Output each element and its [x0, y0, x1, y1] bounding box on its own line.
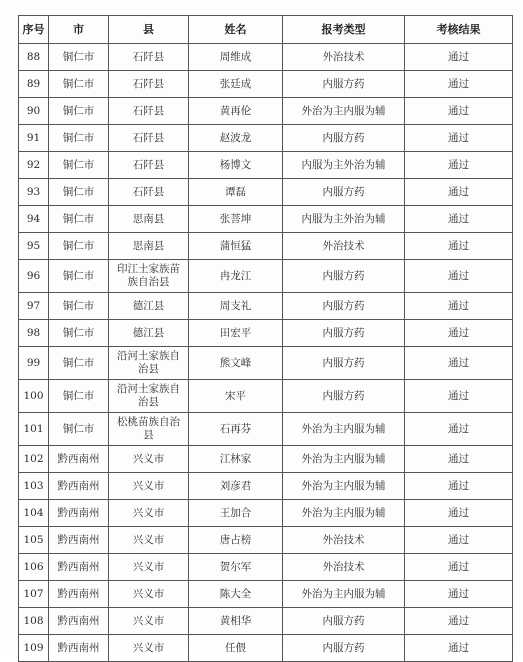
cell-result: 通过 — [405, 581, 513, 608]
cell-name: 唐占榜 — [189, 527, 283, 554]
cell-result: 通过 — [405, 44, 513, 71]
cell-county: 兴义市 — [109, 635, 189, 662]
cell-result: 通过 — [405, 71, 513, 98]
cell-county: 石阡县 — [109, 179, 189, 206]
cell-result: 通过 — [405, 347, 513, 380]
cell-exam-type: 外治为主内服为辅 — [283, 413, 405, 446]
cell-county: 兴义市 — [109, 581, 189, 608]
cell-exam-type: 内服方药 — [283, 71, 405, 98]
cell-serial: 92 — [19, 152, 49, 179]
cell-serial: 105 — [19, 527, 49, 554]
cell-city: 铜仁市 — [49, 320, 109, 347]
header-name: 姓名 — [189, 16, 283, 44]
cell-name: 黄相华 — [189, 608, 283, 635]
cell-name: 贺尔军 — [189, 554, 283, 581]
cell-name: 周维成 — [189, 44, 283, 71]
cell-name: 任偎 — [189, 635, 283, 662]
cell-exam-type: 内服方药 — [283, 608, 405, 635]
cell-county: 沿河土家族自治县 — [109, 380, 189, 413]
cell-serial: 104 — [19, 500, 49, 527]
cell-exam-type: 内服方药 — [283, 260, 405, 293]
cell-city: 铜仁市 — [49, 347, 109, 380]
cell-exam-type: 内服方药 — [283, 635, 405, 662]
cell-city: 黔西南州 — [49, 581, 109, 608]
cell-city: 铜仁市 — [49, 44, 109, 71]
cell-exam-type: 内服方药 — [283, 293, 405, 320]
cell-county: 兴义市 — [109, 446, 189, 473]
cell-name: 田宏平 — [189, 320, 283, 347]
cell-exam-type: 外治技术 — [283, 44, 405, 71]
cell-city: 铜仁市 — [49, 380, 109, 413]
header-result: 考核结果 — [405, 16, 513, 44]
table-row — [19, 44, 513, 71]
cell-name: 谭磊 — [189, 179, 283, 206]
cell-county: 沿河土家族自治县 — [109, 347, 189, 380]
cell-exam-type: 外治技术 — [283, 233, 405, 260]
cell-name: 蒲恒猛 — [189, 233, 283, 260]
cell-city: 铜仁市 — [49, 413, 109, 446]
cell-county: 思南县 — [109, 233, 189, 260]
table-row — [19, 179, 513, 206]
cell-exam-type: 内服方药 — [283, 380, 405, 413]
table-row — [19, 98, 513, 125]
cell-name: 张廷成 — [189, 71, 283, 98]
cell-result: 通过 — [405, 527, 513, 554]
cell-exam-type: 外治为主内服为辅 — [283, 500, 405, 527]
cell-exam-type: 外治为主内服为辅 — [283, 98, 405, 125]
cell-name: 赵波龙 — [189, 125, 283, 152]
cell-serial: 102 — [19, 446, 49, 473]
cell-city: 铜仁市 — [49, 98, 109, 125]
cell-result: 通过 — [405, 500, 513, 527]
cell-result: 通过 — [405, 98, 513, 125]
cell-result: 通过 — [405, 446, 513, 473]
cell-result: 通过 — [405, 608, 513, 635]
cell-name: 黄再伦 — [189, 98, 283, 125]
cell-serial: 98 — [19, 320, 49, 347]
cell-city: 黔西南州 — [49, 527, 109, 554]
cell-result: 通过 — [405, 635, 513, 662]
cell-name: 刘彦君 — [189, 473, 283, 500]
cell-result: 通过 — [405, 206, 513, 233]
table-row — [19, 473, 513, 500]
cell-city: 黔西南州 — [49, 473, 109, 500]
cell-serial: 88 — [19, 44, 49, 71]
cell-serial: 90 — [19, 98, 49, 125]
header-city: 市 — [49, 16, 109, 44]
cell-serial: 101 — [19, 413, 49, 446]
cell-county: 松桃苗族自治县 — [109, 413, 189, 446]
cell-exam-type: 外治为主内服为辅 — [283, 473, 405, 500]
cell-county: 石阡县 — [109, 44, 189, 71]
cell-city: 铜仁市 — [49, 206, 109, 233]
table-row — [19, 347, 513, 380]
cell-result: 通过 — [405, 179, 513, 206]
cell-county: 兴义市 — [109, 527, 189, 554]
table-row — [19, 206, 513, 233]
cell-name: 杨博文 — [189, 152, 283, 179]
cell-serial: 100 — [19, 380, 49, 413]
cell-city: 黔西南州 — [49, 635, 109, 662]
cell-county: 兴义市 — [109, 473, 189, 500]
table-row — [19, 554, 513, 581]
table-row — [19, 233, 513, 260]
cell-exam-type: 内服为主外治为辅 — [283, 206, 405, 233]
cell-county: 石阡县 — [109, 152, 189, 179]
table-row — [19, 260, 513, 293]
header-exam-type: 报考类型 — [283, 16, 405, 44]
cell-name: 周支礼 — [189, 293, 283, 320]
cell-result: 通过 — [405, 125, 513, 152]
cell-serial: 93 — [19, 179, 49, 206]
cell-county: 思南县 — [109, 206, 189, 233]
cell-exam-type: 内服方药 — [283, 347, 405, 380]
cell-serial: 91 — [19, 125, 49, 152]
cell-result: 通过 — [405, 554, 513, 581]
cell-serial: 89 — [19, 71, 49, 98]
table-row — [19, 446, 513, 473]
cell-name: 熊文峰 — [189, 347, 283, 380]
cell-serial: 103 — [19, 473, 49, 500]
table-row — [19, 380, 513, 413]
cell-city: 黔西南州 — [49, 608, 109, 635]
table-header-row — [19, 16, 513, 44]
cell-city: 铜仁市 — [49, 125, 109, 152]
cell-name: 王加合 — [189, 500, 283, 527]
cell-result: 通过 — [405, 233, 513, 260]
table-row — [19, 581, 513, 608]
cell-exam-type: 内服方药 — [283, 125, 405, 152]
cell-serial: 96 — [19, 260, 49, 293]
cell-city: 铜仁市 — [49, 152, 109, 179]
cell-city: 铜仁市 — [49, 233, 109, 260]
cell-city: 铜仁市 — [49, 293, 109, 320]
table-row — [19, 152, 513, 179]
cell-serial: 107 — [19, 581, 49, 608]
cell-county: 兴义市 — [109, 608, 189, 635]
cell-exam-type: 外治技术 — [283, 554, 405, 581]
cell-exam-type: 内服方药 — [283, 179, 405, 206]
cell-county: 石阡县 — [109, 98, 189, 125]
cell-city: 黔西南州 — [49, 500, 109, 527]
cell-city: 黔西南州 — [49, 554, 109, 581]
cell-result: 通过 — [405, 380, 513, 413]
cell-name: 冉龙江 — [189, 260, 283, 293]
cell-name: 石再芬 — [189, 413, 283, 446]
table-row — [19, 413, 513, 446]
cell-exam-type: 内服为主外治为辅 — [283, 152, 405, 179]
table-row — [19, 500, 513, 527]
cell-city: 铜仁市 — [49, 260, 109, 293]
cell-exam-type: 外治技术 — [283, 527, 405, 554]
cell-city: 黔西南州 — [49, 446, 109, 473]
cell-result: 通过 — [405, 320, 513, 347]
cell-exam-type: 外治为主内服为辅 — [283, 581, 405, 608]
cell-county: 石阡县 — [109, 71, 189, 98]
cell-county: 德江县 — [109, 293, 189, 320]
cell-county: 石阡县 — [109, 125, 189, 152]
table-row — [19, 320, 513, 347]
cell-result: 通过 — [405, 260, 513, 293]
cell-exam-type: 内服方药 — [283, 320, 405, 347]
cell-name: 张菩坤 — [189, 206, 283, 233]
cell-city: 铜仁市 — [49, 179, 109, 206]
cell-serial: 109 — [19, 635, 49, 662]
table-row — [19, 635, 513, 662]
cell-serial: 94 — [19, 206, 49, 233]
cell-result: 通过 — [405, 413, 513, 446]
cell-serial: 106 — [19, 554, 49, 581]
header-county: 县 — [109, 16, 189, 44]
cell-name: 宋平 — [189, 380, 283, 413]
table-row — [19, 71, 513, 98]
cell-name: 陈大全 — [189, 581, 283, 608]
table-row — [19, 527, 513, 554]
cell-county: 德江县 — [109, 320, 189, 347]
table-row — [19, 293, 513, 320]
cell-county: 兴义市 — [109, 554, 189, 581]
cell-serial: 95 — [19, 233, 49, 260]
cell-serial: 99 — [19, 347, 49, 380]
cell-exam-type: 外治为主内服为辅 — [283, 446, 405, 473]
table-body — [19, 44, 513, 662]
cell-serial: 108 — [19, 608, 49, 635]
header-serial: 序号 — [19, 16, 49, 44]
results-table — [18, 15, 513, 662]
cell-result: 通过 — [405, 473, 513, 500]
cell-result: 通过 — [405, 293, 513, 320]
cell-name: 江林家 — [189, 446, 283, 473]
cell-county: 印江土家族苗族自治县 — [109, 260, 189, 293]
cell-city: 铜仁市 — [49, 71, 109, 98]
cell-county: 兴义市 — [109, 500, 189, 527]
cell-result: 通过 — [405, 152, 513, 179]
cell-serial: 97 — [19, 293, 49, 320]
table-row — [19, 125, 513, 152]
table-row — [19, 608, 513, 635]
